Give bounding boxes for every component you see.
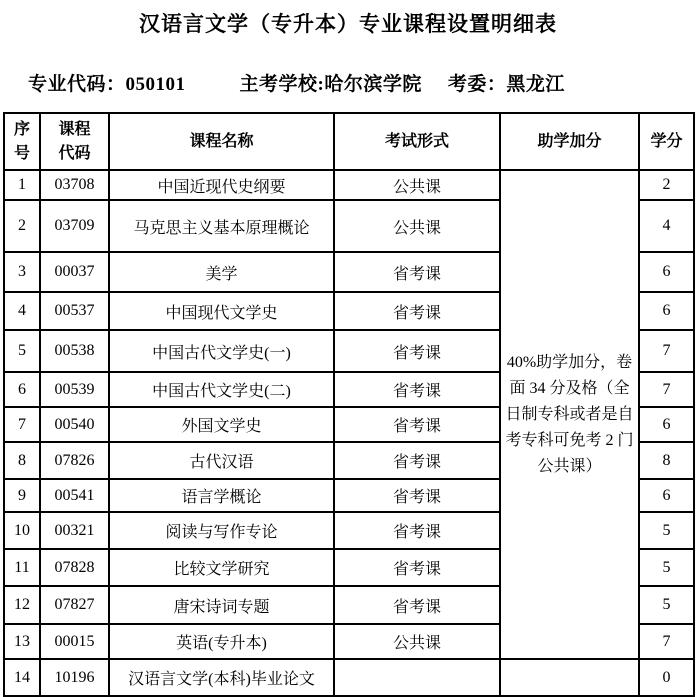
credit-value: 5: [639, 586, 694, 624]
course-name: 中国古代文学史(一): [109, 330, 334, 372]
row-index: 3: [4, 252, 40, 292]
table-row: [4, 659, 694, 696]
course-name: 汉语言文学(本科)毕业论文: [109, 659, 334, 696]
course-code: 00539: [40, 372, 109, 407]
host-school: 主考学校:哈尔滨学院: [239, 74, 422, 95]
credit-value: 5: [639, 512, 694, 549]
course-code: 07828: [40, 549, 109, 586]
row-index: 10: [4, 512, 40, 549]
header-no: 序 号: [4, 113, 40, 170]
row-index: 2: [4, 200, 40, 252]
course-name: 语言学概论: [109, 479, 334, 512]
course-table-body: [4, 170, 694, 696]
table-row: [4, 170, 694, 200]
program-meta-line: [28, 69, 696, 96]
header-credit: 学分: [639, 113, 694, 170]
exam-form: 公共课: [334, 200, 500, 252]
credit-value: 6: [639, 292, 694, 330]
row-index: 7: [4, 407, 40, 442]
course-code: 00537: [40, 292, 109, 330]
course-code: 07827: [40, 586, 109, 624]
exam-form: 省考课: [334, 479, 500, 512]
exam-form: 公共课: [334, 624, 500, 659]
row-index: 9: [4, 479, 40, 512]
course-name: 外国文学史: [109, 407, 334, 442]
header-course-name: 课程名称: [109, 113, 334, 170]
exam-form: 省考课: [334, 252, 500, 292]
course-name: 马克思主义基本原理概论: [109, 200, 334, 252]
row-index: 5: [4, 330, 40, 372]
course-code: 00540: [40, 407, 109, 442]
exam-form: 省考课: [334, 407, 500, 442]
course-code: 00321: [40, 512, 109, 549]
header-bonus: 助学加分: [500, 113, 639, 170]
row-index: 13: [4, 624, 40, 659]
exam-form: 省考课: [334, 330, 500, 372]
exam-form: 省考课: [334, 442, 500, 479]
credit-value: 8: [639, 442, 694, 479]
exam-committee: 考委：黑龙江: [447, 74, 565, 95]
credit-value: 4: [639, 200, 694, 252]
exam-form: 公共课: [334, 170, 500, 200]
course-code: 00037: [40, 252, 109, 292]
row-index: 12: [4, 586, 40, 624]
exam-form: 省考课: [334, 512, 500, 549]
credit-value: 0: [639, 659, 694, 696]
course-code: 07826: [40, 442, 109, 479]
course-code: 00541: [40, 479, 109, 512]
major-code: 专业代码：050101: [28, 74, 186, 95]
page-title: 汉语言文学（专升本）专业课程设置明细表: [139, 12, 557, 36]
row-index: 6: [4, 372, 40, 407]
course-name: 古代汉语: [109, 442, 334, 479]
course-name: 阅读与写作专论: [109, 512, 334, 549]
credit-value: 6: [639, 479, 694, 512]
course-code: 03708: [40, 170, 109, 200]
course-name: 中国现代文学史: [109, 292, 334, 330]
exam-form: 省考课: [334, 372, 500, 407]
credit-value: 6: [639, 407, 694, 442]
credit-value: 5: [639, 549, 694, 586]
course-name: 英语(专升本): [109, 624, 334, 659]
credit-value: 7: [639, 372, 694, 407]
header-row: [4, 113, 694, 170]
bonus-empty-cell: [500, 659, 639, 696]
row-index: 8: [4, 442, 40, 479]
course-code: 03709: [40, 200, 109, 252]
header-course-code: 课程 代码: [40, 113, 109, 170]
row-index: 1: [4, 170, 40, 200]
bonus-note-text: 40%助学加分，卷面 34 分及格（全日制专科或者是自考专科可免考 2 门公共课）: [505, 353, 634, 475]
exam-form: 省考课: [334, 549, 500, 586]
header-exam-form: 考试形式: [334, 113, 500, 170]
exam-form: 省考课: [334, 292, 500, 330]
row-index: 4: [4, 292, 40, 330]
credit-value: 7: [639, 330, 694, 372]
course-code: 00015: [40, 624, 109, 659]
credit-value: 7: [639, 624, 694, 659]
course-name: 美学: [109, 252, 334, 292]
bonus-note-cell: [500, 170, 639, 659]
course-table: [3, 112, 695, 697]
course-name: 中国近现代史纲要: [109, 170, 334, 200]
course-name: 唐宋诗词专题: [109, 586, 334, 624]
course-name: 比较文学研究: [109, 549, 334, 586]
course-code: 00538: [40, 330, 109, 372]
document-page: [0, 8, 696, 697]
exam-form: 省考课: [334, 586, 500, 624]
course-table-header: [4, 113, 694, 170]
credit-value: 2: [639, 170, 694, 200]
row-index: 14: [4, 659, 40, 696]
course-name: 中国古代文学史(二): [109, 372, 334, 407]
credit-value: 6: [639, 252, 694, 292]
row-index: 11: [4, 549, 40, 586]
exam-form: [334, 659, 500, 696]
course-code: 10196: [40, 659, 109, 696]
